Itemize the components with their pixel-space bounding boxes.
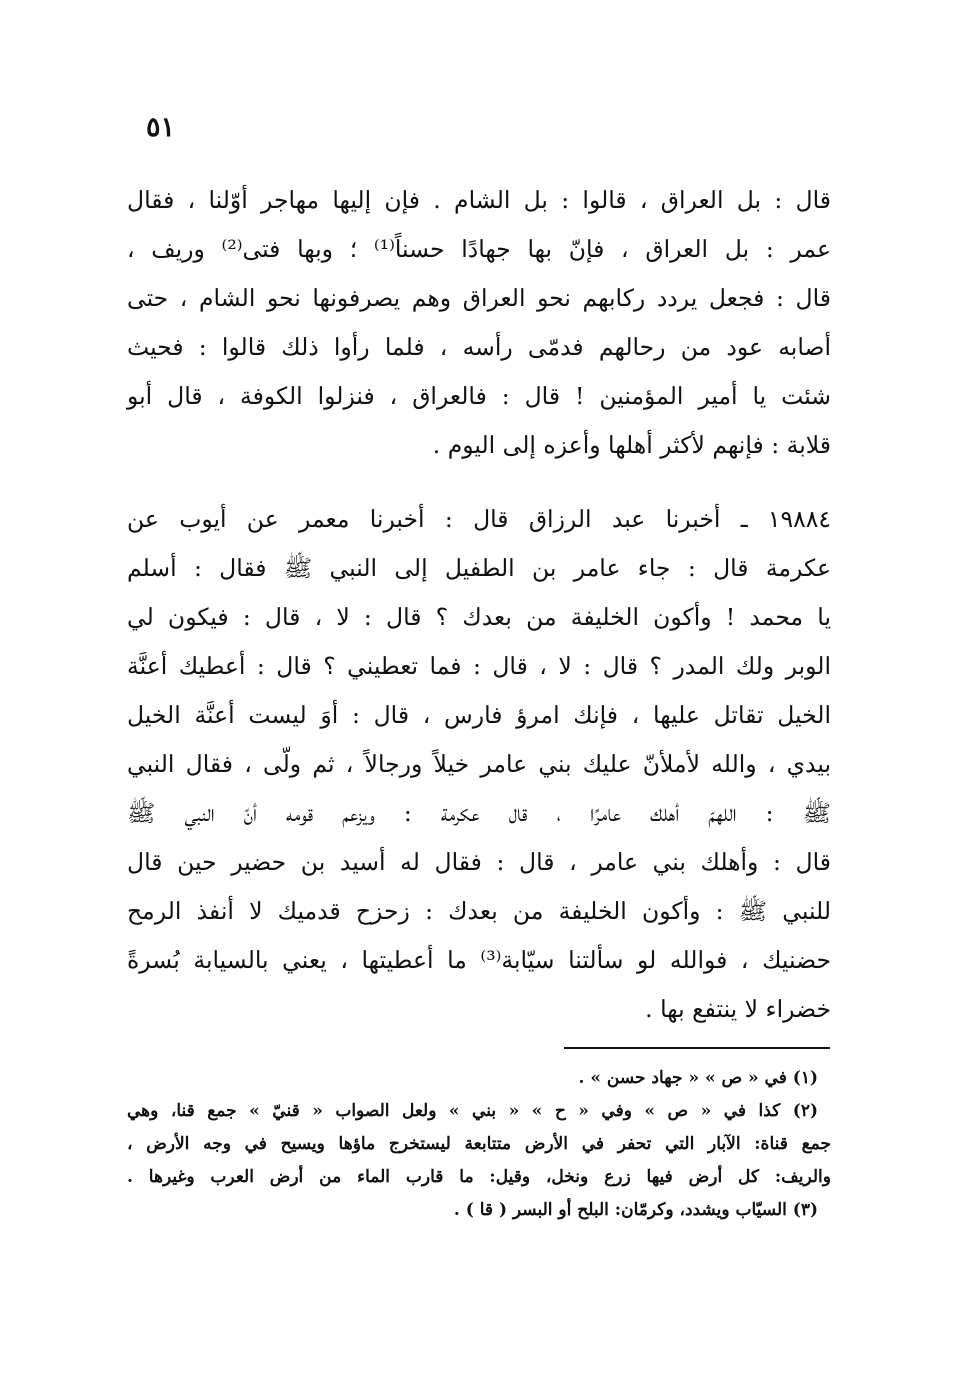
text-line: شئت يا أمير المؤمنين ! قال : فالعراق ، فنزلوا الكوفة ، قال أبو [127,382,831,410]
text-line: عمر : بل العراق ، فإنّ بها جهادًا حسناً⁽¹⁾ ؛ وبها فتى⁽²⁾ وريف ، [127,235,832,263]
text-line: أصابه عود من رحالهم فدمّى رأسه ، فلما رأوا ذلك قالوا : فحيث [127,333,831,361]
text-line: عكرمة قال : جاء عامر بن الطفيل إلى النبي ﷺ فقال : أسلم [127,554,831,582]
text-line: حضنيك ، فوالله لو سألتنا سيّابة⁽³⁾ ما أعطيتها ، يعني بالسيابة بُسرةً [127,946,831,974]
text-line: قال : فجعل يردد ركابهم نحو العراق وهم يصرفونها نحو الشام ، حتى [127,284,831,312]
footnote-line: (٢) كذا في « ص » وفي « ح » « بني » ولعل الصواب « قنيّ » جمع قنا، وهي [127,1101,818,1121]
text-line: قال : وأهلك بني عامر ، قال : فقال له أسيد بن حضير حين قال [127,848,831,876]
text-line: قلابة : فإنهم لأكثر أهلها وأعزه إلى اليوم . [432,431,831,459]
text-line: ﷺ : اللهمّ أهلك عامرًا ، قال عكرمة : ويزعم قومه أنّ النبي ﷺ [127,799,831,827]
page-number: ٥١ [146,112,176,143]
footnote-divider [564,1047,830,1049]
footnote-line: (٣) السيّاب ويشدد، وكرمّان: البلح أو البسر ( قا ) . [453,1200,818,1220]
text-line: خضراء لا ينتفع بها . [645,995,831,1023]
text-line: قال : بل العراق ، قالوا : بل الشام . فإن إليها مهاجر أوّلنا ، فقال [127,186,831,214]
text-line: بيدي ، والله لأملأنّ عليك بني عامر خيلاً ورجالاً ، ثم ولّى ، فقال النبي [127,750,831,778]
footnote-line: (١) في « ص » « جهاد حسن » . [578,1068,818,1088]
text-line: ١٩٨٨٤ ـ أخبرنا عبد الرزاق قال : أخبرنا معمر عن أيوب عن [127,505,831,533]
text-line: الخيل تقاتل عليها ، فإنك امرؤ فارس ، قال : أوَ ليست أعنَّة الخيل [127,701,831,729]
text-line: يا محمد ! وأكون الخليفة من بعدك ؟ قال : لا ، قال : فيكون لي [127,603,831,631]
text-line: الوبر ولك المدر ؟ قال : لا ، قال : فما تعطيني ؟ قال : أعطيك أعنَّة [127,652,831,680]
text-line: للنبي ﷺ : وأكون الخليفة من بعدك : زحزح قدميك لا أنفذ الرمح [127,897,831,925]
footnote-line: جمع قناة: الآبار التي تحفر في الأرض متتابعة ليستخرج ماؤها ويسيح في وجه الأرض ، [127,1134,831,1154]
footnote-line: والريف: كل أرض فيها زرع ونخل، وقيل: ما قارب الماء من أرض العرب وغيرها . [127,1167,831,1187]
